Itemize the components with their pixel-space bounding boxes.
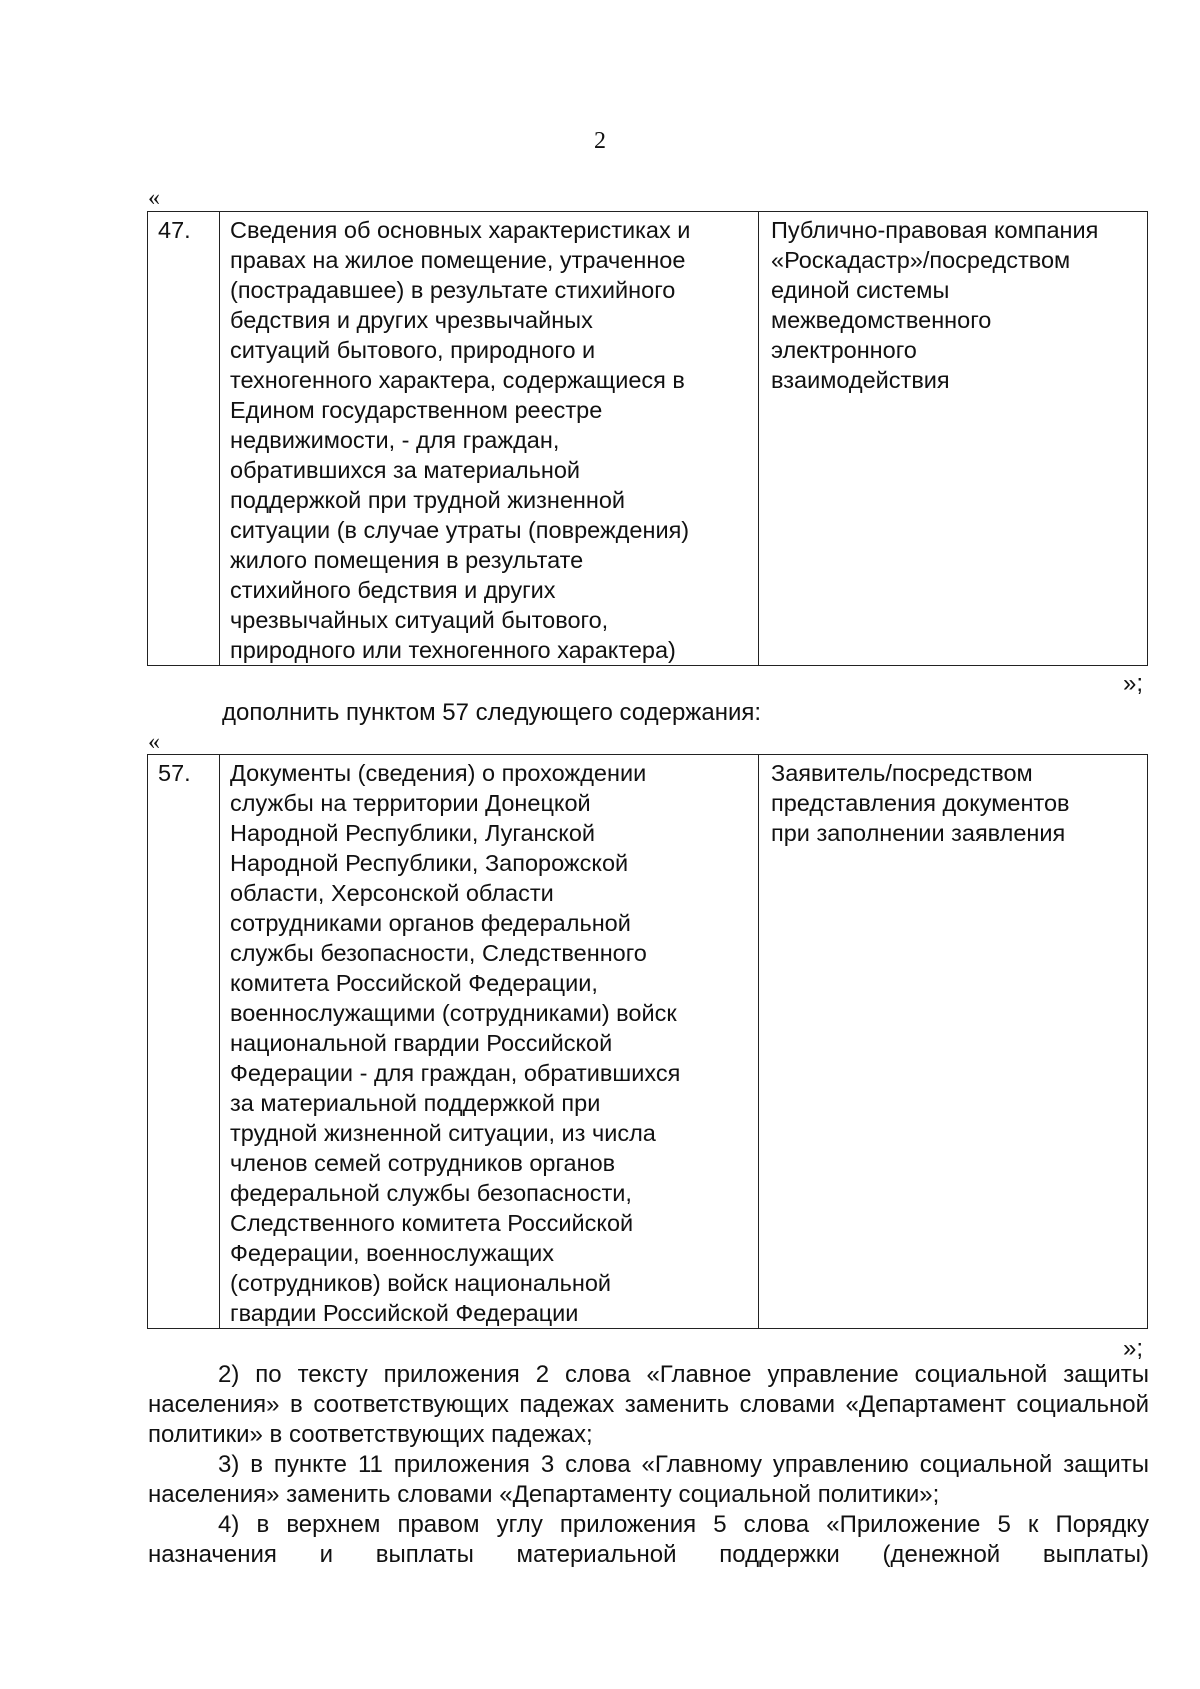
amendment-table-item-57 (147, 754, 1148, 1329)
paragraph-text: 4) в верхнем правом углу приложения 5 слова «Приложение 5 к Порядку назначения и выплаты материальной поддержки (денежной выплаты) (148, 1511, 1149, 1568)
paragraph-3 (148, 1450, 1149, 1510)
page-number: 2 (594, 128, 606, 154)
opening-quote-mark: « (148, 185, 160, 211)
table-row (148, 755, 1148, 1329)
closing-quote-mark: »; (1122, 670, 1143, 697)
closing-quote-mark: »; (1122, 1335, 1143, 1362)
item-number-cell: 57. (148, 755, 220, 1329)
amendment-table-item-47 (147, 211, 1148, 666)
item-number-cell: 47. (148, 212, 220, 666)
item-source-cell: Публично-правовая компания «Роскадастр»/посредством единой системы межведомственного электронного взаимодействия (759, 212, 1148, 666)
paragraph-text: 2) по тексту приложения 2 слова «Главное управление социальной защиты населения» в соответствующих падежах заменить словами «Департамент социальной политики» в соответствующих падежах; (148, 1361, 1149, 1448)
paragraph-2 (148, 1360, 1149, 1450)
item-description-cell: Сведения об основных характеристиках и правах на жилое помещение, утраченное (пострадавшее) в результате стихийного бедствия и других чрезвычайных ситуаций бытового, природного и техногенного характера, содержащиеся в Едином государственном реестре недвижимости, - для граждан, обратившихся за материальной поддержкой при трудной жизненной ситуации (в случае утраты (повреждения) жилого помещения в результате стихийного бедствия и других чрезвычайных ситуаций бытового, природного или техногенного характера) (220, 212, 759, 666)
paragraph-4 (148, 1510, 1149, 1570)
paragraph-text: 3) в пункте 11 приложения 3 слова «Главному управлению социальной защиты населения» заменить словами «Департаменту социальной политики»; (148, 1451, 1149, 1508)
amendment-instruction: дополнить пунктом 57 следующего содержания: (222, 699, 762, 726)
item-source-cell: Заявитель/посредством представления документов при заполнении заявления (759, 755, 1148, 1329)
item-description-cell: Документы (сведения) о прохождении службы на территории Донецкой Народной Республики, Луганской Народной Республики, Запорожской области, Херсонской области сотрудниками органов федеральной службы безопасности, Следственного комитета Российской Федерации, военнослужащими (сотрудниками) войск национальной гвардии Российской Федерации - для граждан, обратившихся за материальной поддержкой при трудной жизненной ситуации, из числа членов семей сотрудников органов федеральной службы безопасности, Следственного комитета Российской Федерации, военнослужащих (сотрудников) войск национальной гвардии Российской Федерации (220, 755, 759, 1329)
table-row (148, 212, 1148, 666)
opening-quote-mark: « (148, 729, 160, 755)
